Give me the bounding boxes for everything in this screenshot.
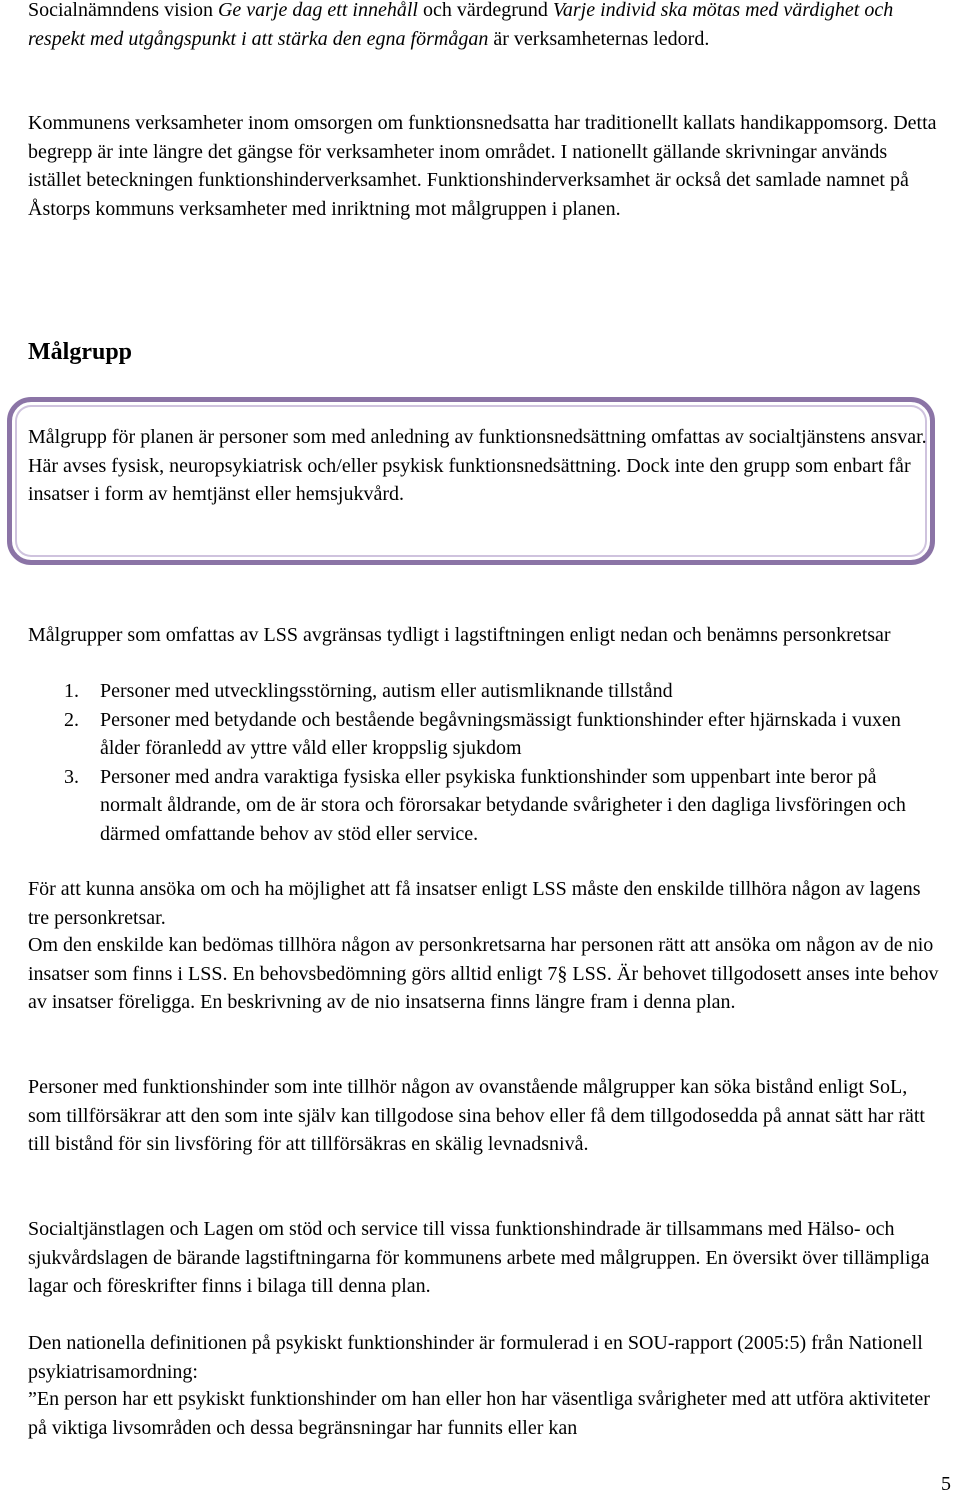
definition-paragraph: Den nationella definitionen på psykiskt funktionshinder är formulerad i en SOU-rapport (2005:5) från Nationell psykiatrisamordning: [28,1332,923,1383]
list-item [28,706,943,763]
list-item [28,677,943,706]
vision-paragraph [28,0,943,53]
sol-paragraph: Personer med funktionshinder som inte tillhör någon av ovanstående målgrupper kan söka bistånd enligt SoL, som tillförsäkrar att den som inte själv kan tillgodose sina behov eller få dem tillgodosedda på annat sätt har rätt till bistånd för sin livsföring för att tillförsäkras en skälig levnadsnivå. [28,1076,925,1155]
legislation-paragraph: Socialtjänstlagen och Lagen om stöd och service till vissa funktionshindrade är tillsammans med Hälso- och sjukvårdslagen de bärande lagstiftningarna för kommunens arbete med målgruppen. En översikt över tillämpliga lagar och föreskrifter finns i bilaga till denna plan. [28,1218,930,1297]
personkrets-list [28,677,943,848]
target-group-box-text: Målgrupp för planen är personer som med anledning av funktionsnedsättning omfattas av socialtjänstens ansvar. Här avses fysisk, neuropsykiatrisk och/eller psykisk funktionsnedsättning. Dock inte den grupp som enbart får insatser i form av hemtjänst eller hemsjukvård. [28,426,927,505]
vision-text-c: är verksamheternas ledord. [488,27,710,50]
list-item [28,763,943,849]
list-item-number: 3. [64,765,79,788]
list-item-number: 2. [64,708,79,731]
list-item-number: 1. [64,680,79,702]
definition-quote: ”En person har ett psykiskt funktionshinder om han eller hon har väsentliga svårigheter med att utföra aktiviteter på viktiga livsområden och dessa begränsningar har funnits eller kan [28,1388,930,1439]
vision-name: Ge varje dag ett innehåll [217,0,418,21]
lss-intro-paragraph: Målgrupper som omfattas av LSS avgränsas tydligt i lagstiftningen enligt nedan och benämns personkretsar [28,624,891,646]
list-item-text: Personer med betydande och bestående begåvningsmässigt funktionshinder efter hjärnskada i vuxen ålder föranledd av yttre våld eller kroppslig sjukdom [100,708,901,759]
page-number: 5 [941,1473,951,1495]
vision-text-b: och värdegrund [417,0,553,21]
list-item-text: Personer med andra varaktiga fysiska eller psykiska funktionshinder som uppenbart inte beror på normalt åldrande, om de är stora och förorsakar betydande svårigheter i den dagliga livsföringen och därmed omfattande behov av stöd eller service. [100,765,906,845]
section-heading: Målgrupp [28,339,133,365]
vision-text-a: Socialnämndens vision [28,0,218,21]
lss-insatser-paragraph: Om den enskilde kan bedömas tillhöra någon av personkretsarna har personen rätt att ansöka om någon av de nio insatser som finns i LSS. En behovsbedömning görs alltid enligt 7§ LSS. Är behovet tillgodosett anses inte behov av insatser föreligga. En beskrivning av de nio insatserna finns längre fram i denna plan. [28,934,939,1013]
intro-paragraph: Kommunens verksamheter inom omsorgen om funktionsnedsatta har traditionellt kallats handikappomsorg. Detta begrepp är inte längre det gängse för verksamheter inom området. I nationellt gällande skrivningar används istället beteckningen funktionshinderverksamhet. Funktionshinderverksamhet är också det samlade namnet på Åstorps kommuns verksamheter med inriktning mot målgruppen i planen. [28,112,937,220]
values-name: Varje individ ska mötas med värdighet och respekt med utgångspunkt i att stärka den egna förmågan [28,0,894,50]
lss-eligibility-paragraph: För att kunna ansöka om och ha möjlighet att få insatser enligt LSS måste den enskilde tillhöra någon av lagens tre personkretsar. [28,878,921,929]
list-item-text: Personer med utvecklingsstörning, autism eller autismliknande tillstånd [100,680,673,702]
